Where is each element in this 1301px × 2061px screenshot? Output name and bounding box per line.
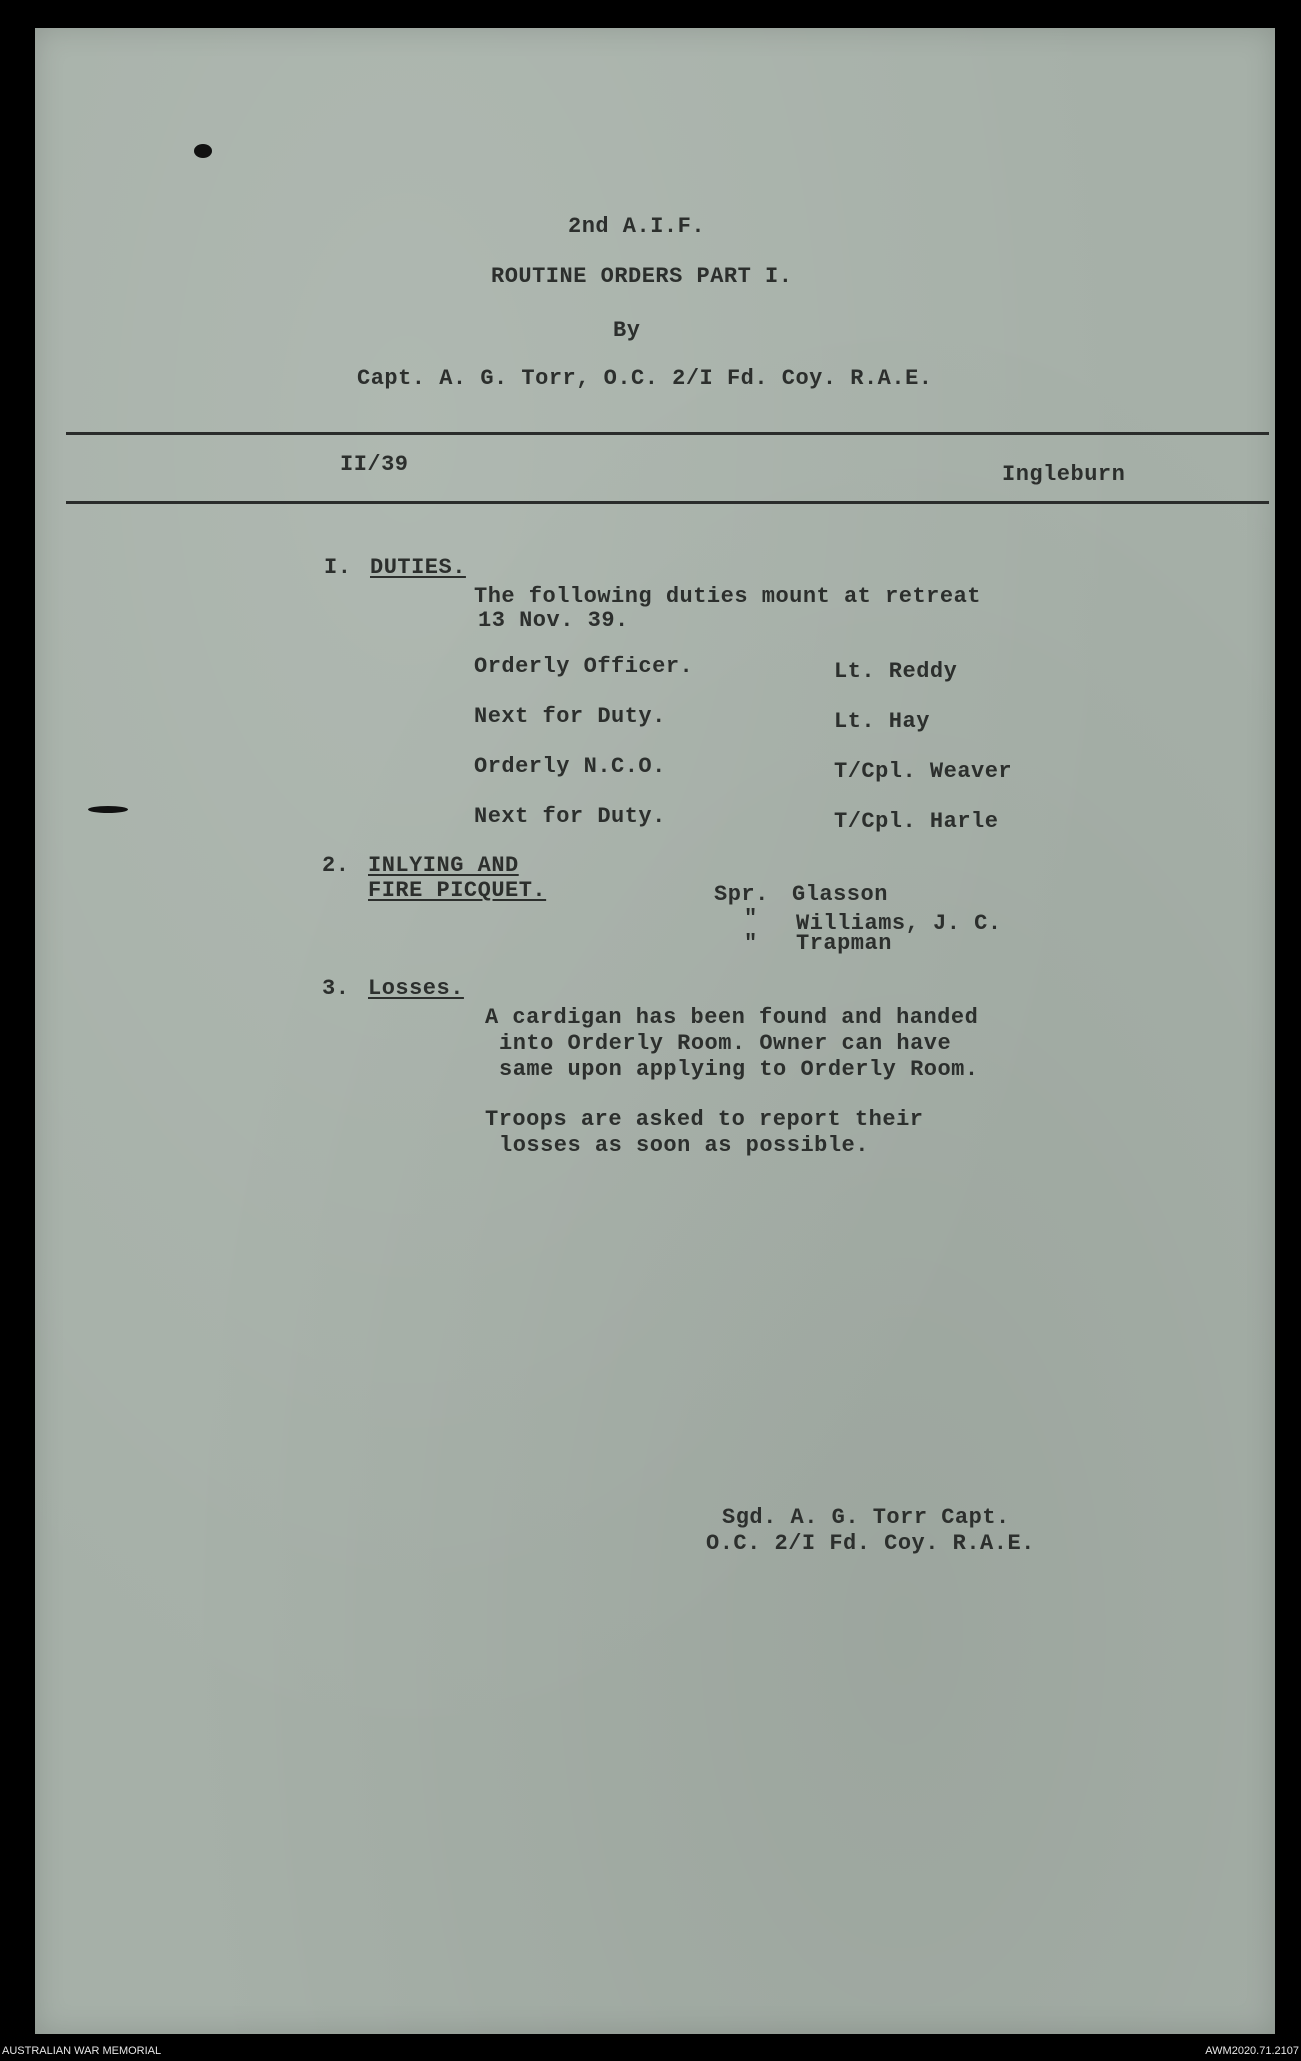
signature-line1: Sgd. A. G. Torr Capt. bbox=[722, 1505, 1010, 1530]
header-title: ROUTINE ORDERS PART I. bbox=[491, 264, 793, 289]
duties-number: I. bbox=[324, 555, 352, 580]
duty-name: Lt. Hay bbox=[834, 709, 930, 734]
duties-heading: DUTIES. bbox=[370, 555, 466, 580]
picquet-heading-line2: FIRE PICQUET. bbox=[368, 878, 547, 903]
picquet-heading-line1: INLYING AND bbox=[368, 853, 519, 878]
losses-para1-line3: same upon applying to Orderly Room. bbox=[499, 1057, 979, 1082]
header-issuer: Capt. A. G. Torr, O.C. 2/I Fd. Coy. R.A.E. bbox=[357, 366, 933, 391]
duties-intro-line2: 13 Nov. 39. bbox=[478, 608, 629, 633]
duty-name: T/Cpl. Harle bbox=[834, 809, 999, 834]
order-number: II/39 bbox=[340, 452, 409, 477]
ink-blot bbox=[194, 144, 212, 158]
losses-para1-line2: into Orderly Room. Owner can have bbox=[499, 1031, 952, 1056]
losses-para1-line1: A cardigan has been found and handed bbox=[485, 1005, 979, 1030]
header-force: 2nd A.I.F. bbox=[568, 214, 706, 239]
order-place: Ingleburn bbox=[1002, 462, 1126, 487]
signature-line2: O.C. 2/I Fd. Coy. R.A.E. bbox=[706, 1531, 1035, 1556]
duty-name: T/Cpl. Weaver bbox=[834, 759, 1013, 784]
footer-credit: AUSTRALIAN WAR MEMORIAL bbox=[2, 2045, 162, 2057]
duty-role: Orderly Officer. bbox=[474, 654, 694, 679]
losses-para2-line2: losses as soon as possible. bbox=[499, 1133, 869, 1158]
duty-role: Orderly N.C.O. bbox=[474, 754, 666, 779]
losses-heading: Losses. bbox=[368, 976, 464, 1001]
picquet-name: Williams, J. C. bbox=[796, 911, 1002, 936]
picquet-ditto: " bbox=[744, 906, 758, 931]
header-by: By bbox=[613, 318, 641, 343]
picquet-prefix: Spr. bbox=[714, 882, 769, 907]
duty-name: Lt. Reddy bbox=[834, 659, 958, 684]
losses-para2-line1: Troops are asked to report their bbox=[485, 1107, 924, 1132]
picquet-ditto: " bbox=[744, 931, 758, 956]
picquet-name: Glasson bbox=[792, 882, 888, 907]
ink-smudge bbox=[88, 806, 128, 813]
picquet-number: 2. bbox=[322, 853, 350, 878]
duty-role: Next for Duty. bbox=[474, 704, 666, 729]
duty-role: Next for Duty. bbox=[474, 804, 666, 829]
header-rule-top bbox=[66, 432, 1269, 435]
footer-accession-number: AWM2020.71.2107 bbox=[1205, 2045, 1299, 2057]
duties-intro-line1: The following duties mount at retreat bbox=[474, 584, 981, 609]
losses-number: 3. bbox=[322, 976, 350, 1001]
picquet-name: Trapman bbox=[796, 931, 892, 956]
header-rule-bottom bbox=[66, 501, 1269, 504]
